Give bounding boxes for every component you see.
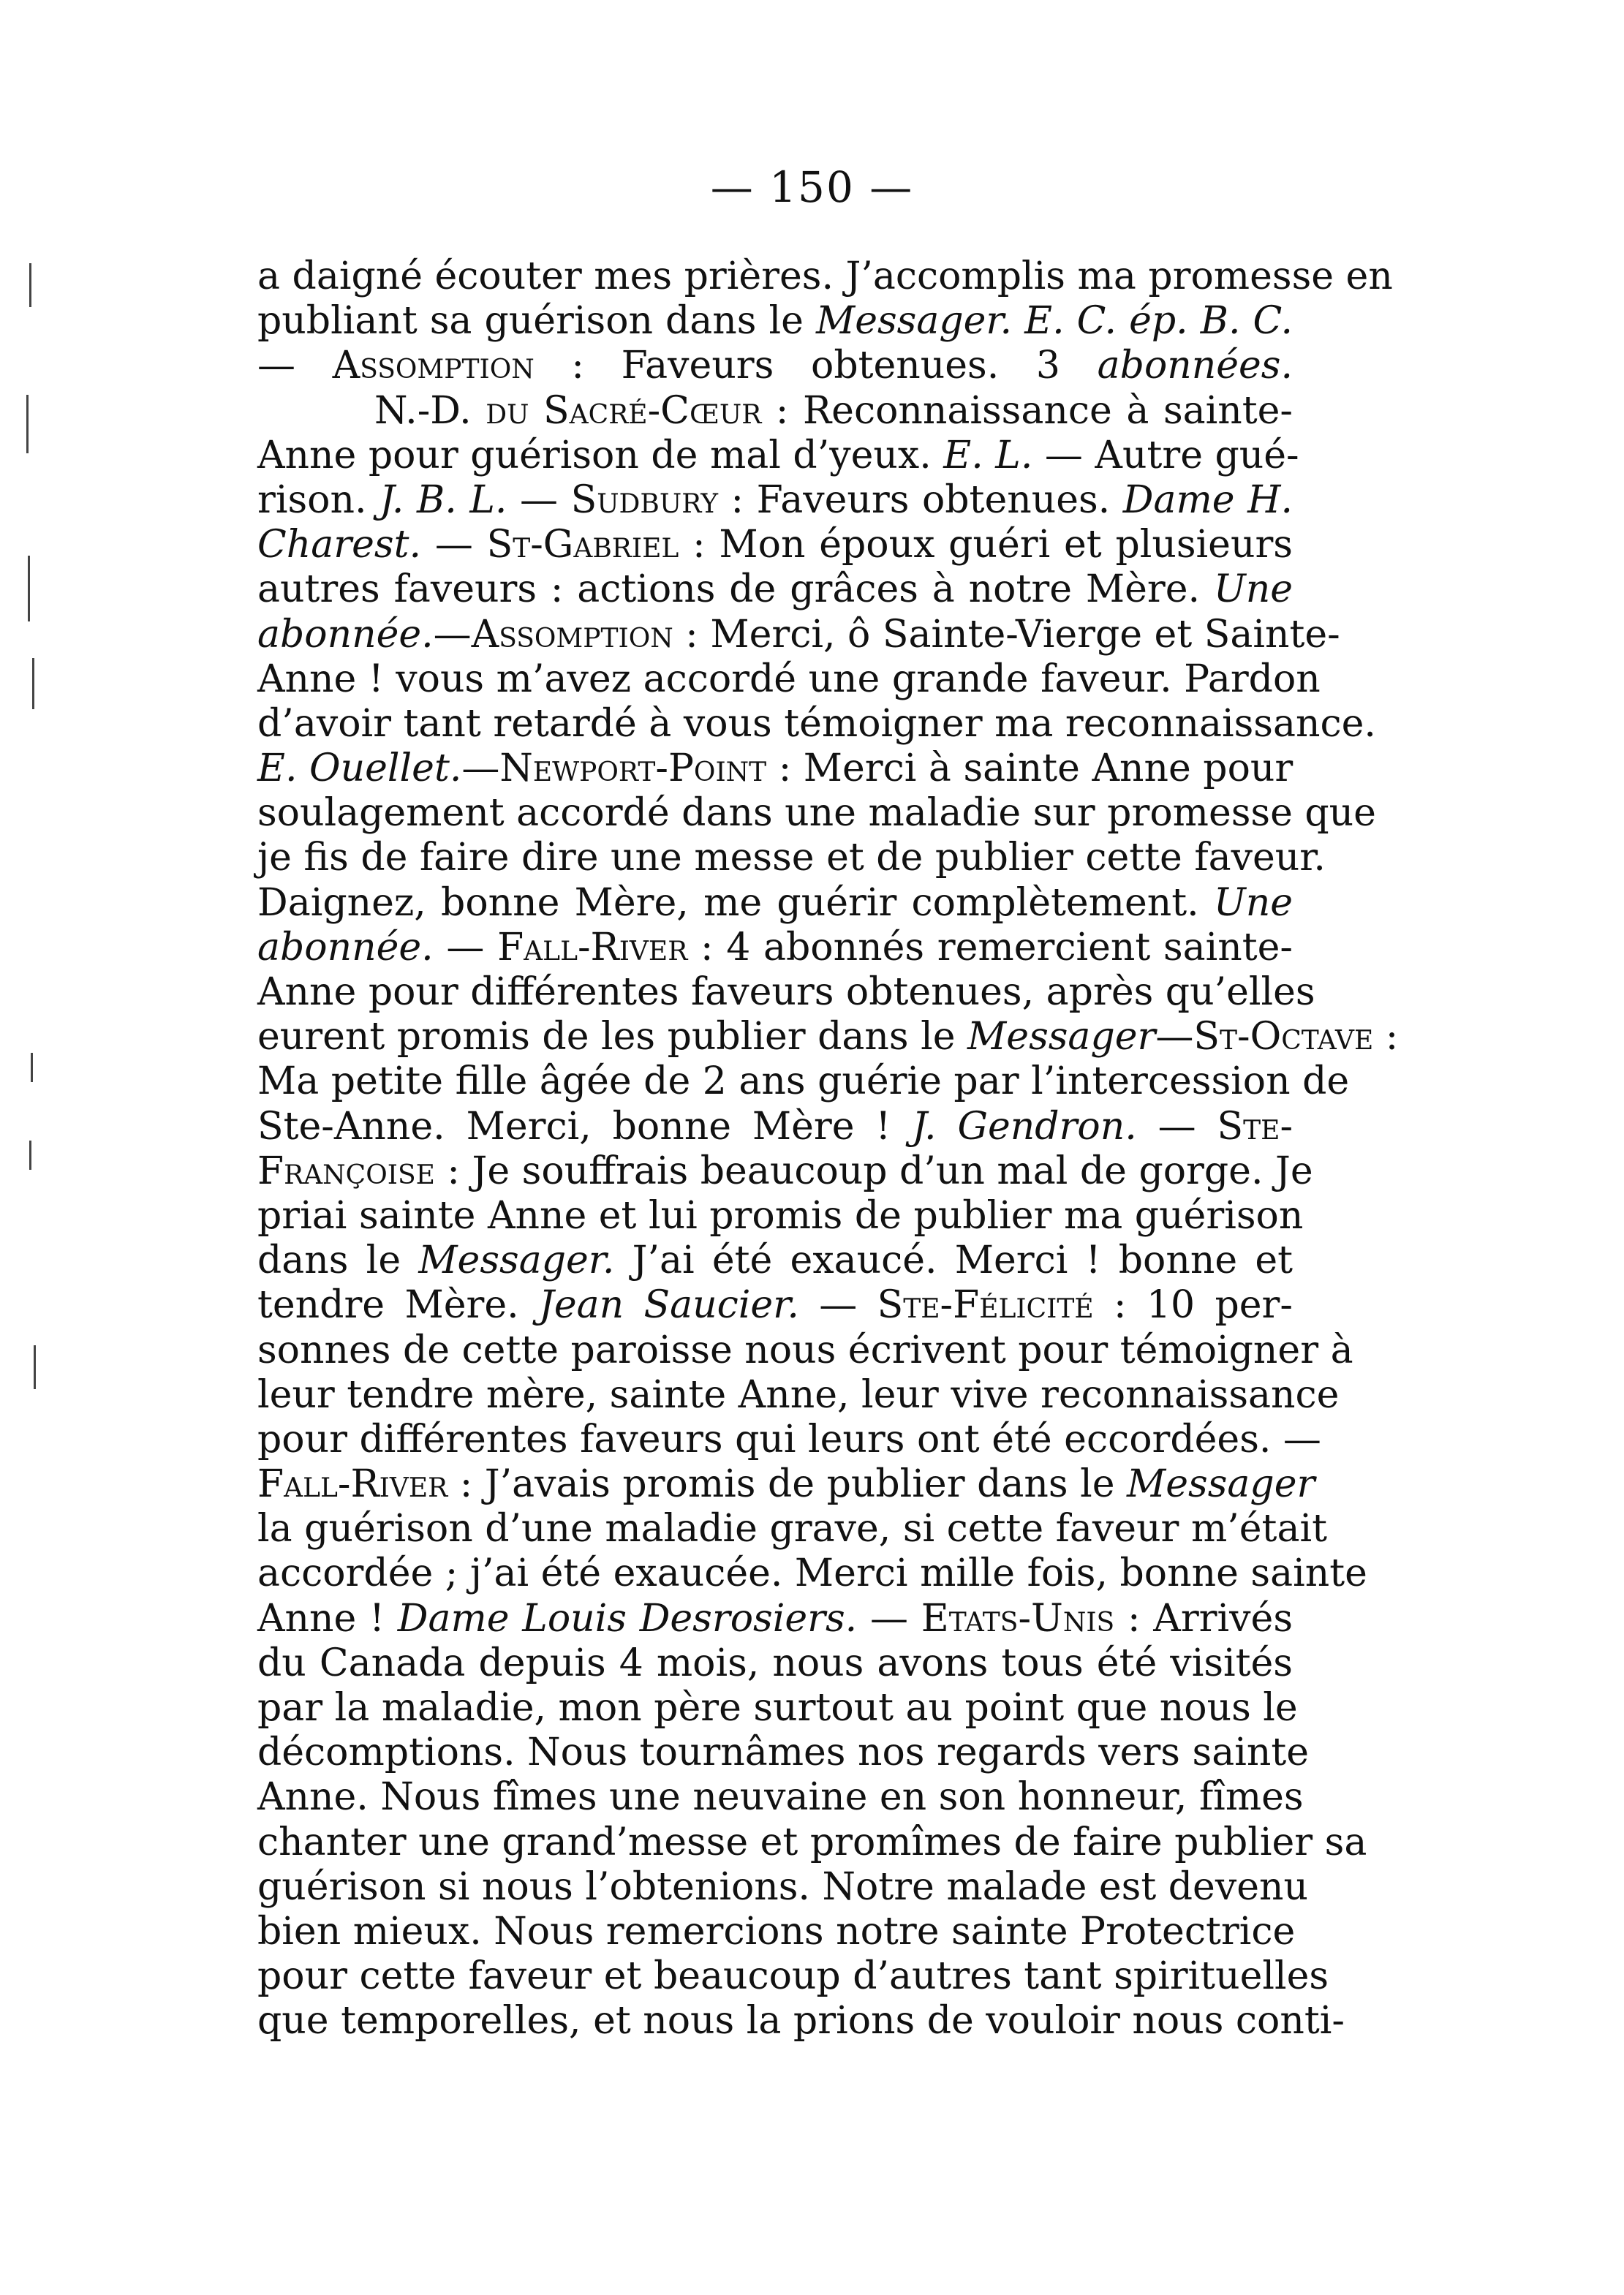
text-line xyxy=(257,657,1321,702)
text-line xyxy=(257,701,1376,746)
text-segment: Anne. Nous fîmes une neuvaine en son honneur, fîmes xyxy=(257,1775,1304,1820)
italic-text: Messager xyxy=(967,1015,1156,1059)
text-segment: : J’avais promis de publier dans le xyxy=(447,1462,1128,1507)
text-line xyxy=(257,1239,1293,1283)
text-segment: — xyxy=(433,925,498,969)
text-segment: Anne pour guérison de mal d’yeux. xyxy=(257,433,944,477)
text-line xyxy=(257,523,1293,567)
text-line xyxy=(257,1149,1313,1194)
text-segment: — xyxy=(1136,1104,1217,1149)
text-segment: — xyxy=(1155,1015,1194,1059)
text-segment: — xyxy=(421,523,487,567)
scan-mark xyxy=(34,1345,36,1389)
text-line xyxy=(257,433,1299,478)
text-segment: : 4 abonnés remercient sainte- xyxy=(687,925,1293,969)
text-segment: du Canada depuis 4 mois, nous avons tous été visités xyxy=(257,1641,1293,1685)
text-segment: Anne ! xyxy=(257,1596,398,1641)
text-segment: eurent promis de les publier dans le xyxy=(257,1015,968,1059)
text-segment: — xyxy=(461,746,500,791)
text-segment: Anne pour différentes faveurs obtenues, après qu’elles xyxy=(257,970,1315,1014)
text-segment: : xyxy=(1373,1015,1399,1059)
text-line xyxy=(257,1507,1327,1551)
body-text xyxy=(257,254,1399,2044)
place-name: St-Octave xyxy=(1193,1015,1374,1059)
text-segment: leur tendre mère, sainte Anne, leur vive reconnaissance xyxy=(257,1372,1340,1417)
text-segment: Anne ! vous m’avez accordé une grande faveur. Pardon xyxy=(257,657,1321,701)
text-segment: : Arrivés xyxy=(1114,1596,1293,1641)
text-segment: — xyxy=(507,477,571,522)
text-line xyxy=(257,612,1340,657)
text-segment: — Autre gué- xyxy=(1032,433,1299,477)
text-segment: sonnes de cette paroisse nous écrivent pour témoigner à xyxy=(257,1328,1353,1372)
scan-mark xyxy=(26,395,29,453)
place-name: Newport-Point xyxy=(499,746,767,791)
text-segment: bien mieux. Nous remercions notre sainte Protectrice xyxy=(257,1909,1296,1954)
text-segment: la guérison d’une maladie grave, si cette faveur m’était xyxy=(257,1507,1327,1551)
italic-text: Jean Saucier. xyxy=(539,1283,799,1328)
text-segment: : Faveurs obtenues. 3 xyxy=(534,344,1098,388)
place-name: Ste- xyxy=(1217,1104,1293,1149)
place-name: Fall-River xyxy=(497,925,688,969)
text-line xyxy=(257,1999,1345,2043)
text-line xyxy=(257,1551,1367,1596)
place-name: Etats-Unis xyxy=(921,1596,1115,1641)
scan-mark xyxy=(29,263,31,307)
text-segment: guérison si nous l’obtenions. Notre malade est devenu xyxy=(257,1864,1308,1909)
text-line xyxy=(257,1462,1315,1507)
text-line xyxy=(257,1283,1293,1328)
text-line xyxy=(257,1909,1296,1954)
text-line xyxy=(257,1105,1293,1149)
text-line xyxy=(257,1820,1367,1865)
text-line xyxy=(257,1328,1353,1373)
text-line xyxy=(257,1193,1304,1239)
text-line xyxy=(257,1731,1309,1775)
text-line xyxy=(257,926,1293,970)
text-segment: : Reconnaissance à sainte- xyxy=(761,388,1293,433)
scan-mark xyxy=(29,1141,31,1170)
place-name: Sudbury xyxy=(570,477,718,522)
text-segment: a daigné écouter mes prières. J’accomplis ma promesse en xyxy=(257,254,1393,298)
text-line xyxy=(257,1686,1298,1731)
text-segment: pour cette faveur et beaucoup d’autres tant spirituelles xyxy=(257,1954,1329,1999)
text-segment: tendre Mère. xyxy=(257,1283,540,1328)
text-segment: Ste-Anne. Merci, bonne Mère ! xyxy=(257,1104,913,1149)
italic-text: E. Ouellet. xyxy=(257,746,462,791)
text-segment: — xyxy=(257,344,333,388)
place-name: Françoise xyxy=(257,1149,435,1193)
text-line xyxy=(257,1417,1321,1462)
text-segment: : Faveurs obtenues. xyxy=(717,477,1123,522)
place-name: St-Gabriel xyxy=(486,523,679,567)
text-segment: N.-D. xyxy=(374,388,486,433)
text-segment: pour différentes faveurs qui leurs ont été eccordées. — xyxy=(257,1417,1321,1462)
text-line xyxy=(257,478,1293,523)
italic-text: abonnée. xyxy=(257,925,434,969)
text-segment: dans le xyxy=(257,1239,419,1283)
text-segment: : Je souffrais beaucoup d’un mal de gorge. Je xyxy=(434,1149,1313,1193)
text-segment: décomptions. Nous tournâmes nos regards vers sainte xyxy=(257,1731,1309,1775)
text-segment: — xyxy=(798,1283,877,1328)
italic-text: E. L. xyxy=(943,433,1033,477)
italic-text: Une xyxy=(1213,880,1293,925)
scan-mark xyxy=(31,1053,33,1082)
text-line xyxy=(257,389,1293,434)
text-line xyxy=(257,344,1293,388)
text-line xyxy=(257,1864,1308,1910)
text-segment: J’ai été exaucé. Merci ! bonne et xyxy=(614,1239,1293,1283)
scan-mark xyxy=(28,556,30,621)
text-line xyxy=(257,254,1393,299)
text-line xyxy=(257,1775,1304,1820)
text-segment: : Merci, ô Sainte-Vierge et Sainte- xyxy=(673,612,1340,657)
italic-text: Dame H. xyxy=(1122,477,1293,522)
scan-mark xyxy=(32,658,34,709)
text-segment: rison. xyxy=(257,477,380,522)
text-line xyxy=(257,1954,1329,1999)
text-segment: priai sainte Anne et lui promis de publier ma guérison xyxy=(257,1193,1304,1238)
italic-text: J. Gendron. xyxy=(912,1104,1137,1149)
place-name: Ste-Félicité xyxy=(877,1283,1094,1328)
italic-text: abonnées. xyxy=(1097,344,1293,388)
text-segment: par la maladie, mon père surtout au point que nous le xyxy=(257,1686,1298,1730)
text-segment: accordée ; j’ai été exaucée. Merci mille fois, bonne sainte xyxy=(257,1551,1367,1596)
text-segment: Ma petite fille âgée de 2 ans guérie par l’intercession de xyxy=(257,1059,1350,1104)
italic-text: Charest. xyxy=(257,523,422,567)
place-name: Fall-River xyxy=(257,1462,448,1507)
text-segment: Daignez, bonne Mère, me guérir complètement. xyxy=(257,880,1214,925)
italic-text: Une xyxy=(1213,567,1293,612)
text-line xyxy=(257,1015,1399,1059)
text-segment: — xyxy=(857,1596,921,1641)
text-line xyxy=(257,299,1293,344)
text-line xyxy=(257,836,1326,880)
place-name: Assomption xyxy=(332,344,535,388)
text-segment: : Merci à sainte Anne pour xyxy=(766,746,1293,791)
italic-text: Messager. E. C. ép. B. C. xyxy=(815,299,1293,344)
text-segment: : Mon époux guéri et plusieurs xyxy=(679,523,1293,567)
text-line xyxy=(257,970,1315,1015)
italic-text: Messager. xyxy=(418,1239,615,1283)
text-segment: d’avoir tant retardé à vous témoigner ma reconnaissance. xyxy=(257,701,1376,746)
italic-text: J. B. L. xyxy=(379,477,507,522)
text-segment: publiant sa guérison dans le xyxy=(257,299,816,344)
page-number: — 150 — xyxy=(710,162,914,212)
italic-text: abonnée. xyxy=(257,612,434,657)
text-line xyxy=(257,881,1293,926)
place-name: du Sacré-Cœur xyxy=(486,388,762,433)
italic-text: Messager xyxy=(1127,1462,1315,1507)
text-line xyxy=(257,1597,1293,1641)
place-name: Assomption xyxy=(471,612,673,657)
text-line xyxy=(257,746,1293,791)
text-segment: soulagement accordé dans une maladie sur promesse que xyxy=(257,791,1376,836)
text-line xyxy=(257,1372,1340,1418)
text-segment: — xyxy=(433,612,472,657)
text-segment: que temporelles, et nous la prions de vouloir nous conti- xyxy=(257,1999,1345,2043)
text-line xyxy=(257,791,1376,836)
italic-text: Dame Louis Desrosiers. xyxy=(397,1596,858,1641)
text-line xyxy=(257,1641,1293,1686)
text-line xyxy=(257,1059,1350,1104)
text-segment: chanter une grand’messe et promîmes de faire publier sa xyxy=(257,1820,1367,1864)
text-segment: je fis de faire dire une messe et de publier cette faveur. xyxy=(257,836,1326,880)
text-line xyxy=(257,567,1293,612)
text-segment: autres faveurs : actions de grâces à notre Mère. xyxy=(257,567,1214,612)
text-segment: : 10 per- xyxy=(1093,1283,1293,1328)
